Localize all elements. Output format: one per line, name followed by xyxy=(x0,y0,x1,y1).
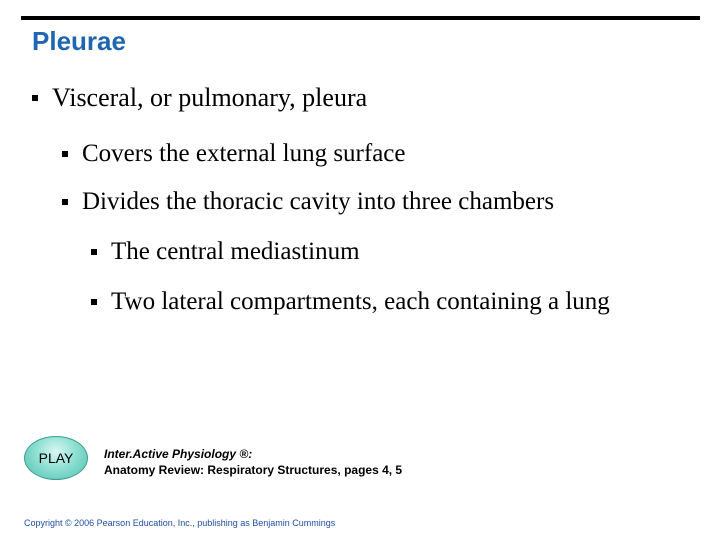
square-bullet-icon xyxy=(32,95,38,101)
bullet-text: Divides the thoracic cavity into three chambers xyxy=(82,188,555,215)
interactive-physiology-reference xyxy=(104,446,402,478)
bullet-level3-lateral xyxy=(91,288,610,316)
bullet-text: Two lateral compartments, each containing a lung xyxy=(111,288,610,315)
bullet-text: Covers the external lung surface xyxy=(82,140,406,167)
top-rule-right-cap xyxy=(697,16,700,20)
bullet-level2-covers xyxy=(62,140,406,168)
reference-detail: Anatomy Review: Respiratory Structures, pages 4, 5 xyxy=(104,463,403,477)
play-button[interactable] xyxy=(24,436,88,480)
reference-title: Inter.Active Physiology ®: xyxy=(104,447,253,461)
play-button-label: PLAY xyxy=(38,450,74,466)
slide-title: Pleurae xyxy=(32,26,126,56)
square-bullet-icon xyxy=(62,151,68,157)
top-rule xyxy=(24,16,697,20)
bullet-level2-divides xyxy=(62,188,554,216)
top-rule-left-cap xyxy=(21,16,24,20)
bullet-text: The central mediastinum xyxy=(111,238,360,265)
bullet-level1 xyxy=(32,83,367,113)
square-bullet-icon xyxy=(62,199,68,205)
square-bullet-icon xyxy=(91,299,97,305)
copyright-footer: Copyright © 2006 Pearson Education, Inc., publishing as Benjamin Cummings xyxy=(24,518,336,528)
square-bullet-icon xyxy=(91,249,97,255)
bullet-text: Visceral, or pulmonary, pleura xyxy=(52,83,368,112)
bullet-level3-mediastinum xyxy=(91,238,360,266)
